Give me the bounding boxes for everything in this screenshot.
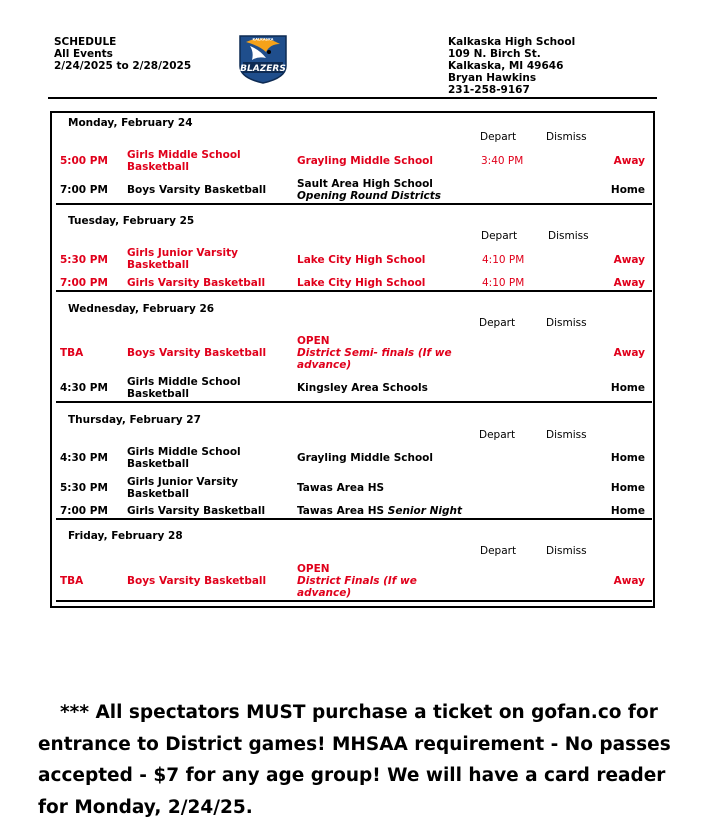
school-city: Kalkaska, MI 49646 [448,60,564,72]
event-location: Away [613,254,645,266]
depart-header: Depart [481,230,518,242]
event-time: 7:00 PM [60,505,108,517]
logo-subtext: KALKASKA [252,37,274,42]
day-separator [56,290,652,292]
dismiss-header: Dismiss [546,429,587,441]
event-opponent: Sault Area High School [297,178,433,190]
day-heading: Tuesday, February 25 [68,215,195,227]
event-time: 7:00 PM [60,277,108,289]
schedule-date-range: 2/24/2025 to 2/28/2025 [54,60,192,72]
contact-phone: 231-258-9167 [448,84,530,96]
day-separator [56,203,652,205]
event-time: 5:00 PM [60,155,108,167]
event-location: Away [613,575,645,587]
event-time: 5:30 PM [60,482,108,494]
dismiss-header: Dismiss [546,545,587,557]
event-opponent-note: Senior Night [387,505,462,517]
ticket-notice: *** All spectators MUST purchase a ticket on gofan.co for entrance to District games! MHSAA requirement - No passes accepted - $7 for any age group! We will have a card reader for Monday, 2/24/25. [38,702,671,818]
event-name: Girls Varsity Basketball [127,277,266,289]
school-street: 109 N. Birch St. [448,48,541,60]
event-location: Home [610,482,645,494]
event-name: Girls Junior Varsity Basketball [127,247,238,271]
event-time: 7:00 PM [60,184,108,196]
event-opponent: Kingsley Area Schools [297,382,428,394]
event-name: Boys Varsity Basketball [127,575,267,587]
event-location: Away [613,277,645,289]
day-heading: Thursday, February 27 [68,414,201,426]
event-name: Boys Varsity Basketball [127,347,267,359]
event-opponent: Tawas Area HS [297,482,385,494]
event-name: Girls Varsity Basketball [127,505,266,517]
event-opponent: OPEN [297,335,330,347]
header-right-block [448,36,575,96]
event-time: TBA [60,347,84,359]
event-opponent-note: District Finals (If we advance) [297,575,417,599]
event-location: Home [610,382,645,394]
day-heading: Wednesday, February 26 [68,303,215,315]
event-time: 4:30 PM [60,382,108,394]
schedule-subtitle: All Events [54,48,113,60]
event-time: TBA [60,575,84,587]
event-opponent: Grayling Middle School [297,155,433,167]
dismiss-header: Dismiss [546,131,587,143]
schedule-title: SCHEDULE [54,36,117,48]
event-opponent: Tawas Area HS [297,505,385,517]
event-name: Girls Junior Varsity Basketball [127,476,238,500]
depart-header: Depart [479,317,516,329]
event-location: Home [610,452,645,464]
dismiss-header: Dismiss [546,317,587,329]
event-opponent: Lake City High School [297,277,426,289]
depart-header: Depart [480,131,517,143]
event-name: Girls Middle School Basketball [127,149,241,173]
event-name: Girls Middle School Basketball [127,446,241,470]
event-opponent: OPEN [297,563,330,575]
event-depart: 4:10 PM [482,254,525,266]
header-divider [48,97,657,99]
event-name: Boys Varsity Basketball [127,184,267,196]
event-opponent: Lake City High School [297,254,426,266]
header-left-block [54,36,191,72]
event-name: Girls Middle School Basketball [127,376,241,400]
event-opponent: Grayling Middle School [297,452,433,464]
dismiss-header: Dismiss [548,230,589,242]
event-location: Away [613,155,645,167]
day-separator [56,600,652,602]
event-location: Home [610,505,645,517]
blazers-logo [236,32,290,84]
day-separator [56,401,652,403]
depart-header: Depart [480,545,517,557]
event-depart: 3:40 PM [481,155,524,167]
event-location: Home [610,184,645,196]
event-time: 5:30 PM [60,254,108,266]
event-opponent-note: Opening Round Districts [297,190,442,202]
day-separator [56,518,652,520]
event-depart: 4:10 PM [482,277,525,289]
event-time: 4:30 PM [60,452,108,464]
day-heading: Friday, February 28 [68,530,183,542]
contact-name: Bryan Hawkins [448,72,537,84]
depart-header: Depart [479,429,516,441]
day-heading: Monday, February 24 [68,117,193,129]
event-opponent-note: District Semi- finals (If we advance) [297,347,452,371]
logo-text: BLAZERS [240,64,286,74]
event-location: Away [613,347,645,359]
school-name: Kalkaska High School [448,36,576,48]
schedule-table [50,111,655,608]
